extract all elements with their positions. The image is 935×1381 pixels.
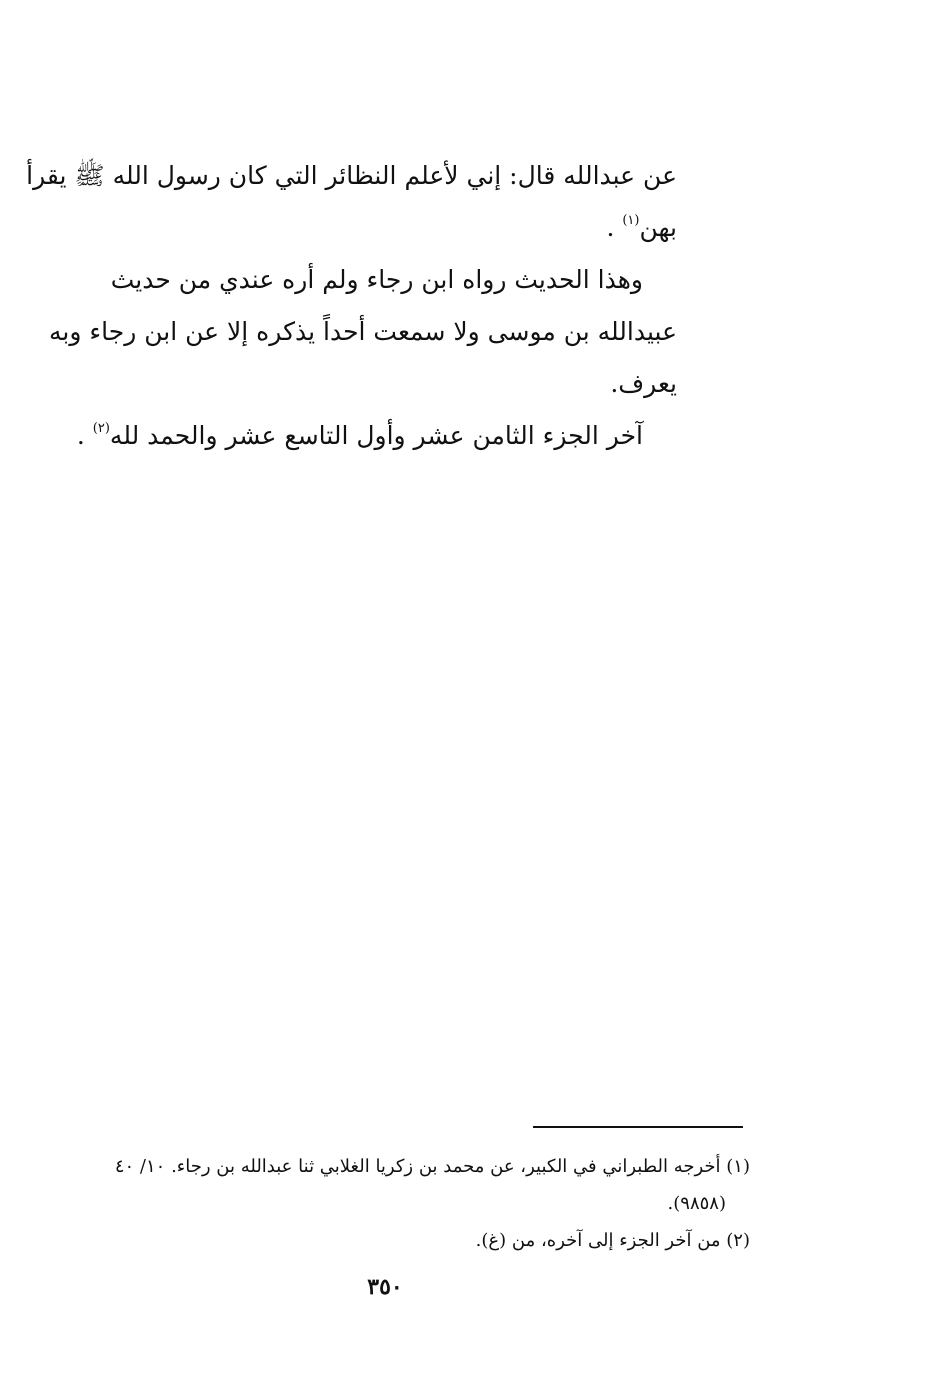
footnote-separator — [533, 1126, 743, 1128]
paragraph-2-line-2: عبيدالله بن موسى ولا سمعت أحداً يذكره إلا عن ابن رجاء وبه — [49, 317, 677, 346]
main-text — [26, 150, 677, 462]
footnotes — [20, 1148, 750, 1259]
paragraph-1-line-1: عن عبدالله قال: إني لأعلم النظائر التي كان رسول الله ﷺ يقرأ — [26, 161, 677, 190]
paragraph-3-text: آخر الجزء الثامن عشر وأول التاسع عشر والحمد لله — [109, 421, 643, 450]
paragraph-3-line-1 — [57, 410, 677, 462]
footnote-2: (٢) من آخر الجزء إلى آخره، من (غ). — [475, 1230, 750, 1251]
footnote-ref-1: (١) — [622, 213, 640, 228]
footnote-1-line-1: (١) أخرجه الطبراني في الكبير، عن محمد بن زكريا الغلابي ثنا عبدالله بن رجاء. ١٠/ ٤٠ — [114, 1156, 750, 1177]
paragraph-2 — [49, 254, 677, 410]
paragraph-2-line-1: وهذا الحديث رواه ابن رجاء ولم أره عندي من حديث — [110, 265, 643, 294]
paragraph-3 — [57, 410, 677, 462]
paragraph-1-line-2-text: بهن — [639, 213, 677, 242]
page-number: ٣٥٠ — [367, 1274, 403, 1300]
paragraph-2-line-3: يعرف. — [610, 369, 677, 398]
paragraph-1-line-2 — [57, 202, 677, 254]
footnote-ref-2: (٢) — [92, 421, 110, 436]
paragraph-1 — [26, 150, 677, 254]
footnote-1-line-2: (٩٨٥٨). — [667, 1193, 726, 1214]
paragraph-3-end: . — [76, 421, 93, 450]
paragraph-1-line-2-end: . — [606, 213, 623, 242]
